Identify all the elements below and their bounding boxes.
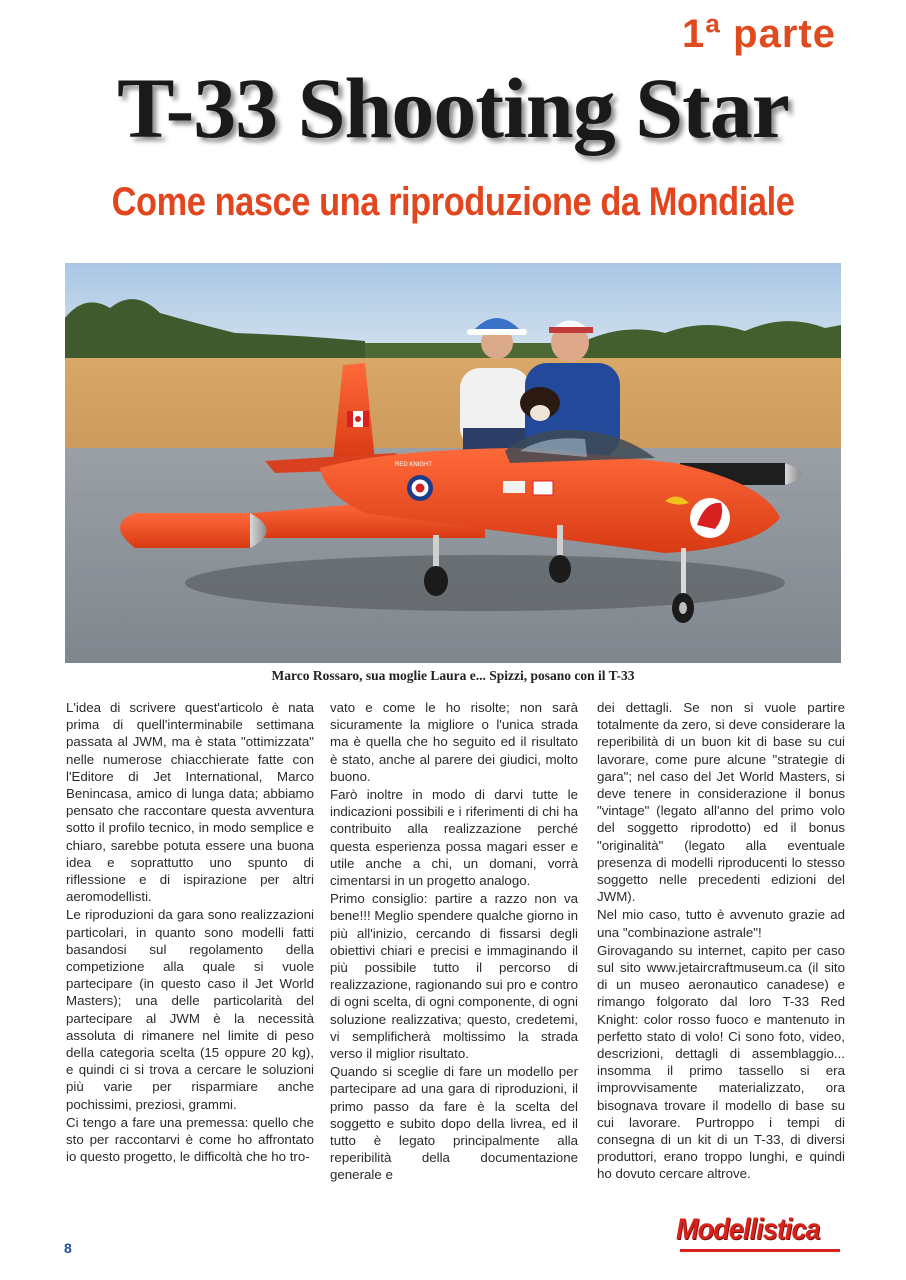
logo-text: Modellistica <box>676 1213 820 1246</box>
paragraph: Quando si sceglie di fare un modello per partecipare ad una gara di riproduzioni, il primo passo da fare è la scelta del soggetto e subito dopo della livrea, ed il tutto è legato principalmente alla reperibilità della documentazione generale e <box>330 1064 578 1183</box>
paragraph: vato e come le ho risolte; non sarà sicuramente la migliore o l'unica strada ma è quella che ho seguito ed il risultato è stato, anche al parere dei giudici, molto buono. <box>330 700 578 784</box>
paragraph: Nel mio caso, tutto è avvenuto grazie ad una "combinazione astrale"! <box>597 907 845 940</box>
article-title: T-33 Shooting Star <box>117 60 789 156</box>
paragraph: Primo consiglio: partire a razzo non va bene!!! Meglio spendere qualche giorno in più all'inizio, cercando di fissarsi degli obiettivi chiari e precisi e immaginando il più possibile tutto il percorso di realizzazione, ragionando sui pro e contro di ogni scelta, di ogni componente, di ogni soluzione realizzativa; questo, credetemi, vi semplificherà moltissimo la strada verso il miglior risultato. <box>330 891 578 1062</box>
logo-underline <box>680 1249 840 1252</box>
text-column-1 <box>66 699 314 1166</box>
aircraft-marking-text: RED KNIGHT <box>395 462 433 468</box>
photo-caption: Marco Rossaro, sua moglie Laura e... Spizzi, posano con il T-33 <box>271 668 635 683</box>
paragraph: L'idea di scrivere quest'articolo è nata prima di quell'interminabile settimana passata al JWM, ma è stata "ottimizzata" nelle numerose chiacchierate fatte con l'Editore di Jet International, Marco Benincasa, amico di lunga data; abbiamo pensato che raccontare questa avventura sotto il profilo tecnico, in modo semplice e chiaro, sarebbe potuta essere una buona idea e soprattutto uno spunto di riflessione e di ispirazione per altri aeromodellisti. <box>66 700 314 905</box>
hero-photo <box>65 263 841 663</box>
text-column-3 <box>597 699 845 1184</box>
paragraph: Farò inoltre in modo di darvi tutte le indicazioni possibili e i riferimenti di chi ha contribuito alla realizzazione perché questa esperienza possa magari esser e utile anche a chi, un domani, vorrà cimentarsi in un progetto analogo. <box>330 787 578 889</box>
paragraph: Le riproduzioni da gara sono realizzazioni particolari, in quanto sono modelli fatti basandosi sul regolamento della competizione alla quale si vuole partecipare (in questo caso il Jet World Masters); una delle particolarità del partecipare al JWM è la necessità assoluta di rimanere nel limite di peso della categoria scelta (15 oppure 20 kg), e quindi ci si trova a cercare le soluzioni più varie per risparmiare anche pochissimi, preziosi, grammi. <box>66 907 314 1112</box>
paragraph: dei dettagli. Se non si vuole partire totalmente da zero, si deve considerare la reperibilità di un buon kit di base su cui lavorare, come pure alcune "strategie di gara"; nel caso del Jet World Masters, si deve tenere in considerazione il bonus "vintage" (legato all'anno del primo volo del soggetto riprodotto) ed il bonus "originalità" (legato alla eventuale presenza di modelli riproducenti lo stesso soggetto nelle precedenti edizioni del JWM). <box>597 700 845 905</box>
magazine-logo <box>676 1213 846 1257</box>
page-number: 8 <box>64 1240 72 1256</box>
paragraph: Girovagando su internet, capito per caso sul sito www.jetaircraftmuseum.ca (il sito di un museo aeronautico canadese) e rimango folgorato dal loro T-33 Red Knight: color rosso fuoco e mantenuto in perfetto stato di volo! Ci sono foto, video, descrizioni, dettagli di assemblaggio... insomma il primo tassello si era improvvisamente materializzato, ora bisognava trovare il modello di base su cui lavorare. Purtroppo i tempi di consegna di un kit di un T-33, di diversi produttori, erano troppo lunghi, e quindi ho dovuto cercare altrove. <box>597 942 845 1182</box>
paragraph: Ci tengo a fare una premessa: quello che sto per raccontarvi è come ho affrontato io questo progetto, le difficoltà che ho tro- <box>66 1114 314 1165</box>
text-column-2 <box>330 699 578 1185</box>
article-subtitle: Come nasce una riproduzione da Mondiale <box>111 180 795 224</box>
part-label: 1ª parte <box>682 12 836 56</box>
